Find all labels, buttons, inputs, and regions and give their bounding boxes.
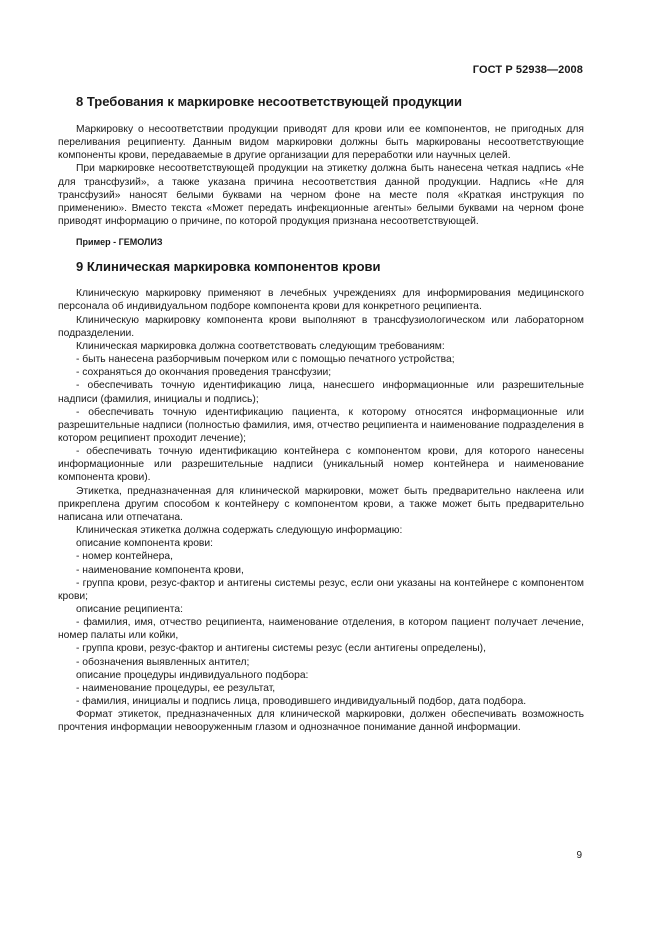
document-id-header: ГОСТ Р 52938—2008 [472,64,583,76]
label-list-item: - наименование процедуры, ее результат, [76,682,276,694]
page-content [58,94,584,735]
label-list-item: - наименование компонента крови, [76,564,244,576]
section-8-paragraph: При маркировке несоответствующей продукции на этикетку должна быть нанесена четкая надпись «Не для трансфузий», а также указана причина несоответствия данной продукции. Надпись «Не для трансфузий» наносят белыми буквами на черном фоне на месте поля «Краткая инструкция по применению». Вместо текста «Может передать инфекционные агенты» белыми буквами на черном фоне приводят информацию о причине, по которой продукция признана несоответствующей. [58,163,584,228]
label-group-heading: описание компонента крови: [76,538,214,550]
label-list-item: - обозначения выявленных антител; [76,656,250,668]
label-list-item: - фамилия, имя, отчество реципиента, наименование отделения, в котором пациент получает лечение, номер палаты или койки, [58,617,584,642]
label-list-item: - фамилия, инициалы и подпись лица, проводившего индивидуальный подбор, дата подбора. [76,696,527,708]
section-9-paragraph: Клиническая этикетка должна содержать следующую информацию: [76,525,403,537]
label-group-heading: описание процедуры индивидуального подбора: [76,669,309,681]
section-8-title: 8 Требования к маркировке несоответствующей продукции [76,94,463,109]
section-9-title: 9 Клиническая маркировка компонентов крови [76,259,381,275]
example-note: Пример - ГЕМОЛИЗ [76,237,163,248]
page-number: 9 [576,850,582,861]
label-group-heading: описание реципиента: [76,604,183,615]
section-9-paragraph: Клиническая маркировка должна соответствовать следующим требованиям: [76,340,445,352]
requirement-list-item: - обеспечивать точную идентификацию контейнера с компонентом крови, для которого нанесены информационные или разрешительные надписи (уникальный номер контейнера и наименование компонента крови). [58,446,584,484]
requirement-list-item: - обеспечивать точную идентификацию лица, нанесшего информационные или разрешительные надписи (фамилия, инициалы и подпись); [58,380,584,405]
section-9-paragraph: Клиническую маркировку применяют в лечебных учреждениях для информирования медицинского персонала об индивидуальном подборе компонента крови для конкретного реципиента. [58,288,584,313]
section-9-paragraph: Клиническую маркировку компонента крови выполняют в трансфузиологическом или лабораторном подразделении. [58,314,584,339]
requirement-list-item: - сохраняться до окончания проведения трансфузии; [76,367,332,379]
label-list-item: - группа крови, резус-фактор и антигены системы резус, если они указаны на контейнере с компонентом крови; [58,577,584,602]
section-8-paragraph: Маркировку о несоответствии продукции приводят для крови или ее компонентов, не пригодных для переливания реципиенту. Данным видом маркировки должны быть маркированы несоответствующие компоненты крови, передаваемые в другие организации для переработки или научных целей. [58,124,584,162]
label-list-item: - группа крови, резус-фактор и антигены системы резус (если антигены определены), [76,643,486,655]
label-list-item: - номер контейнера, [76,551,173,563]
section-9-paragraph: Формат этикеток, предназначенных для клинической маркировки, должен обеспечивать возможность прочтения информации невооруженным глазом и однозначное понимание данной информации. [58,709,584,734]
requirement-list-item: - быть нанесена разборчивым почерком или с помощью печатного устройства; [76,354,455,366]
section-9-paragraph: Этикетка, предназначенная для клинической маркировки, может быть предварительно наклеена или прикреплена другим способом к контейнеру с компонентом крови, а также может быть предварительно написана или отпечатана. [58,485,584,523]
requirement-list-item: - обеспечивать точную идентификацию пациента, к которому относятся информационные или разрешительные надписи (полностью фамилия, имя, отчество реципиента и наименование подразделения в котором реципиент проходит лечение); [58,406,584,444]
